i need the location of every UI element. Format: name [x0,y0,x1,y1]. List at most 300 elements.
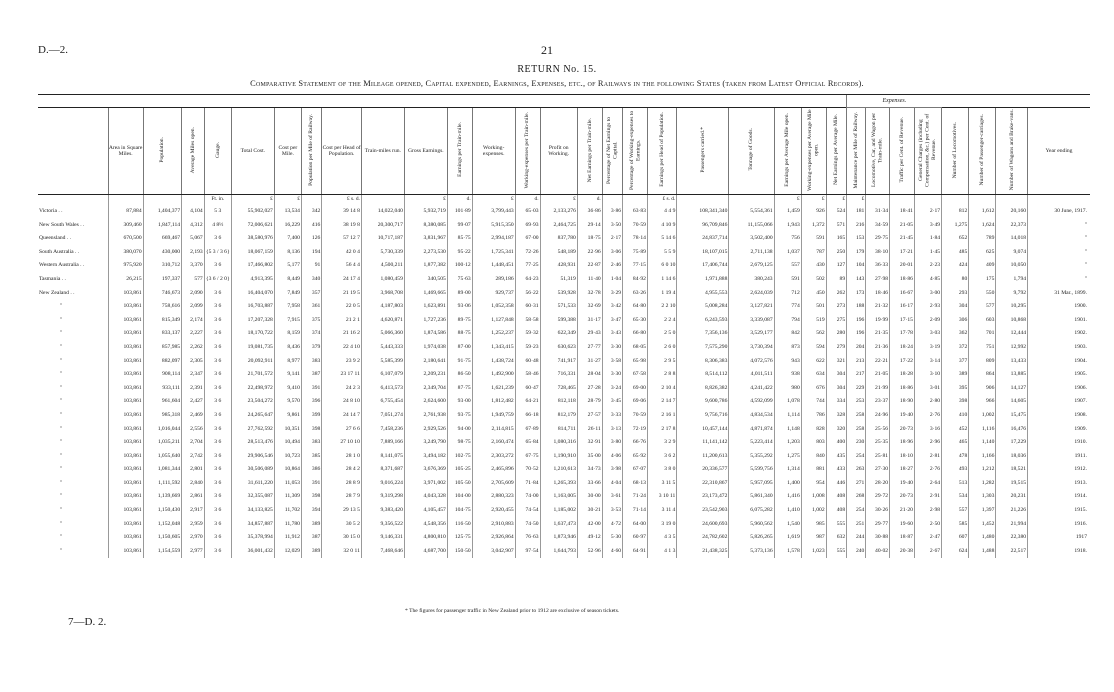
table-cell: 375 [301,314,321,328]
state-name: Tasmania . . [39,275,66,282]
table-row [38,409,1090,423]
table-cell: 577 [182,273,205,287]
table-cell: 7,458,236 [361,423,404,437]
column-header [890,108,915,195]
table-cell: 22·96 [577,246,602,260]
table-cell: 24 14 7 [322,409,362,423]
table-cell: 5·30 [602,531,622,545]
table-cell: 391 [301,382,321,396]
table-cell: 1,619 [774,531,801,545]
table-cell: 29·75 [866,232,890,246]
table-cell: 10,717,187 [361,232,404,246]
table-cell: 103,861 [108,355,143,369]
table-cell: 28 7 9 [322,490,362,504]
table-cell: 908,114 [143,368,181,382]
column-header-label: Area in Square Miles. [108,144,143,157]
table-cell: 9,600,786 [677,395,729,409]
table-cell: 7,468,646 [361,545,404,559]
table-cell: 28 4 2 [322,463,362,477]
table-cell: 21·35 [866,327,890,341]
table-cell: 74·54 [515,504,540,518]
table-cell: 280 [826,327,846,341]
table-cell: 3·49 [914,219,941,233]
table-cell: 19,515 [996,477,1028,491]
table-cell: 328 [826,409,846,423]
table-cell: 669,467 [143,232,181,246]
state-name: " [60,439,63,446]
column-header-label: Average Miles open. [189,126,196,173]
table-cell: 289,186 [472,273,515,287]
table-cell: 357 [301,287,321,301]
table-cell: 1·45 [914,246,941,260]
table-cell: 1918. [1028,545,1090,559]
table-row [38,341,1090,355]
table-body [38,195,1090,559]
table-cell: 1,002 [969,409,996,423]
table-cell: 433 [826,463,846,477]
table-cell: 9,319,298 [361,490,404,504]
table-cell: 103,861 [108,395,143,409]
table-cell: 309,460 [108,219,143,233]
table-cell: 104·75 [447,504,472,518]
table-cell: 103,861 [108,341,143,355]
table-cell: 1,578 [774,545,801,559]
table-cell: 1,111,592 [143,477,181,491]
unit-cell: £ [826,195,846,206]
column-header [322,108,362,195]
state-name: Western Australia . . [39,262,85,269]
table-cell: 275 [826,314,846,328]
table-cell: 3 11 5 [647,477,676,491]
table-cell: 652 [942,232,969,246]
table-cell: 74·00 [515,490,540,504]
table-cell: 27 6 6 [322,423,362,437]
column-header [472,108,515,195]
table-cell: 446 [826,477,846,491]
table-cell: 17·21 [890,246,915,260]
column-header-label: Working-expenses per Average Mile open. [807,108,820,191]
table-cell: 3 11 4 [647,504,676,518]
table-cell: 4,913,395 [231,273,274,287]
table-cell: 24 8 10 [322,395,362,409]
table-cell: 25·56 [866,423,890,437]
table-cell: 84·92 [623,273,648,287]
table-cell: 1,037 [774,246,801,260]
table-cell: 8,826,382 [677,382,729,396]
table-cell: 22,373 [996,219,1028,233]
table-cell: 3·80 [602,436,622,450]
table-cell: 213 [847,355,866,369]
table-cell: 4,011,511 [729,368,774,382]
table-cell: 864 [969,368,996,382]
table-cell: 96,709,846 [677,219,729,233]
table-cell: 4·60 [602,545,622,559]
table-cell: 21 2 1 [322,314,362,328]
table-cell: 21,226 [996,504,1028,518]
table-cell: 80 [942,273,969,287]
table-cell: 23,504,272 [231,395,274,409]
column-header-label: Percentage of Net Earnings to Capital. [605,116,619,184]
table-cell: 2,465,896 [472,463,515,477]
table-cell: 985,318 [143,409,181,423]
table-cell: 3,676,369 [404,463,447,477]
table-cell: 18,521 [996,463,1028,477]
table-cell: 2·76 [914,463,941,477]
table-cell: 304 [942,300,969,314]
table-cell: 63·83 [623,205,648,219]
table-cell: 11,309 [274,490,301,504]
column-header-row [38,108,1090,195]
table-cell: 3·45 [602,395,622,409]
table-cell: 23 9 2 [322,355,362,369]
table-cell: 4,241,422 [729,382,774,396]
table-cell: 478 [942,450,969,464]
table-cell: 1,637,473 [540,518,577,532]
table-cell: 20·73 [890,490,915,504]
table-cell: 14,605 [996,395,1028,409]
unit-cell [890,195,915,206]
column-header [515,108,540,195]
table-cell: 3,831,967 [404,232,447,246]
table-cell: 1911. [1028,450,1090,464]
table-cell: 21·99 [866,382,890,396]
column-header [1028,108,1090,195]
table-cell: 32·91 [577,436,602,450]
table-cell: 196 [847,327,866,341]
table-cell: 1905. [1028,368,1090,382]
table-cell: 1,154,559 [143,545,181,559]
unit-cell [38,195,108,206]
table-cell: 906 [969,382,996,396]
table-cell: 387 [301,368,321,382]
table-cell: 3 6 [204,368,231,382]
table-cell: 2·81 [914,450,941,464]
unit-cell [677,195,729,206]
table-cell: 2,469 [182,409,205,423]
table-cell: 52·96 [577,545,602,559]
table-cell: 65·92 [623,450,648,464]
table-cell: 1908. [1028,409,1090,423]
table-cell: 842 [774,327,801,341]
table-cell: 181 [847,205,866,219]
table-cell: 513 [942,477,969,491]
state-name: " [60,343,63,350]
table-cell: 70·52 [515,463,540,477]
column-header-label: Train-miles run. [364,147,401,154]
table-cell: 1,190,910 [540,450,577,464]
table-cell: 385 [301,450,321,464]
table-cell: 1,877,382 [404,259,447,273]
table-cell: 10,295 [996,300,1028,314]
table-cell: 103,861 [108,463,143,477]
table-cell: 1,080,459 [361,273,404,287]
table-cell: 2·09 [914,314,941,328]
table-cell: 8,141,075 [361,450,404,464]
table-cell: 3 6 [204,504,231,518]
table-cell: 104·00 [447,490,472,504]
state-name: New South Wales . . [39,221,85,228]
table-row [38,450,1090,464]
footer-ref: 7—D. 2. [68,616,107,628]
table-cell: 17,406,744 [677,259,729,273]
column-header [847,108,866,195]
table-cell: 758,616 [143,300,181,314]
table-cell: 1,372 [801,219,826,233]
unit-cell [301,195,321,206]
table-cell: 1,727,236 [404,314,447,328]
state-name: " [60,547,63,554]
table-cell: 394 [301,504,321,518]
unit-cell [182,195,205,206]
table-cell: 4·72 [602,518,622,532]
unit-cell: d. [515,195,540,206]
table-cell: 21,994 [996,518,1028,532]
table-cell: 430,000 [143,246,181,260]
table-cell: 2,090 [182,287,205,301]
table-cell: 8,380,085 [404,219,447,233]
table-cell: 1,971,888 [677,273,729,287]
state-name: " [60,493,63,500]
table-cell: 69·93 [515,219,540,233]
table-cell: 1900. [1028,300,1090,314]
table-cell: 28 8 9 [322,477,362,491]
table-cell: 975,920 [108,259,143,273]
table-row [38,436,1090,450]
table-cell: 3,494,182 [404,450,447,464]
table-cell: 258 [847,423,866,437]
table-cell: 10,723 [274,450,301,464]
table-cell: 603 [969,314,996,328]
table-cell: 12,992 [996,341,1028,355]
table-cell: 5 3 [204,205,231,219]
table-cell: 59·23 [515,341,540,355]
state-name: New Zealand . . [39,289,75,296]
table-cell: 11,053 [274,477,301,491]
table-cell: 1913. [1028,477,1090,491]
table-cell: 1,114 [774,409,801,423]
table-cell: 17,466,802 [231,259,274,273]
column-header [204,108,231,195]
table-cell: 1,438,724 [472,355,515,369]
table-cell: 8,136 [274,246,301,260]
table-cell: 19·60 [890,518,915,532]
table-cell: 408 [826,490,846,504]
table-cell: 9,756,716 [677,409,729,423]
table-cell: 26·11 [577,423,602,437]
table-cell: 34·59 [866,219,890,233]
table-cell: 14,018 [996,232,1028,246]
table-cell: 173 [847,287,866,301]
table-cell: 929,737 [472,287,515,301]
table-cell: 18·46 [866,287,890,301]
table-cell: 76·63 [515,531,540,545]
table-cell: 33·66 [577,477,602,491]
table-cell: 812 [942,205,969,219]
table-cell: 1,275 [942,219,969,233]
table-cell: 165 [826,232,846,246]
table-cell: 3 6 [204,314,231,328]
table-cell: 18·96 [890,436,915,450]
table-cell: 16,229 [274,219,301,233]
unit-cell: £ [774,195,801,206]
table-cell: 2,704 [182,436,205,450]
table-cell: 67·89 [515,423,540,437]
table-cell: 30·21 [577,504,602,518]
table-cell: 304 [826,382,846,396]
unit-cell: £ [274,195,301,206]
table-cell: 194 [301,246,321,260]
state-name: Victoria . . [39,208,63,214]
table-cell: 75·63 [447,273,472,287]
table-cell: 3·16 [914,423,941,437]
table-cell: 24,600,693 [677,518,729,532]
table-cell: 3 6 2 [647,450,676,464]
table-cell: 6,755,454 [361,395,404,409]
table-cell: 9,356,522 [361,518,404,532]
table-cell: 2,349,704 [404,382,447,396]
table-cell: 71·84 [515,477,540,491]
table-cell: 93·06 [447,300,472,314]
table-cell: 72,006,621 [231,219,274,233]
table-cell: 2,180,641 [404,355,447,369]
state-name: Queensland . . [39,235,72,242]
state-name: " [60,398,63,405]
table-cell: 36·86 [577,205,602,219]
column-header [996,108,1028,195]
table-cell: 814,711 [540,423,577,437]
table-cell: 18·86 [890,382,915,396]
table-cell: 3,127,821 [729,300,774,314]
table-cell: 4·85 [914,273,941,287]
table-cell: 4 3 5 [647,531,676,545]
table-cell: 380,070 [108,246,143,260]
table-cell: 27 10 10 [322,436,362,450]
state-name: South Australia . . [39,248,80,255]
table-cell: 2,347 [182,368,205,382]
table-cell: 5,177 [274,259,301,273]
table-cell: 87·00 [447,341,472,355]
table-cell: 21 16 2 [322,327,362,341]
table-cell: 389 [942,368,969,382]
table-cell: 1903. [1028,341,1090,355]
table-cell: 2·17 [602,232,622,246]
table-cell: 22·21 [866,355,890,369]
table-cell: 789 [969,232,996,246]
table-cell: 7,051,274 [361,409,404,423]
table-cell: 9,383,420 [361,504,404,518]
column-header [677,108,729,195]
column-header [143,108,181,195]
table-cell: 1,612 [969,205,996,219]
table-cell: 5,730,339 [361,246,404,260]
table-cell: 5,067 [182,232,205,246]
table-cell: 2,840 [182,477,205,491]
table-cell: 2 5 0 [647,327,676,341]
table-cell: 857,985 [143,341,181,355]
table-cell: 1,303 [969,490,996,504]
table-cell: 966 [969,395,996,409]
table-cell: 2 10 4 [647,382,676,396]
table-cell: 1,078 [774,395,801,409]
table-row [38,368,1090,382]
table-cell: 485 [942,246,969,260]
column-header [826,108,846,195]
table-cell: 12,029 [274,545,301,559]
table-cell: 24,782,602 [677,531,729,545]
table-cell: 7,575,290 [677,341,729,355]
column-header-label: Number of Wagons and Brake-vans. [1008,109,1015,191]
table-cell: 21·05 [890,219,915,233]
table-cell: 3 6 [204,490,231,504]
column-header-label: Tonnage of Goods. [748,128,755,172]
table-cell: 13,534 [274,205,301,219]
table-cell: 4,834,534 [729,409,774,423]
table-cell: 28·20 [866,477,890,491]
table-row [38,518,1090,532]
table-cell: 64·23 [515,273,540,287]
table-cell: 430 [801,259,826,273]
table-cell: 20·01 [890,259,915,273]
table-cell: 27·77 [577,341,602,355]
table-cell: 2,391 [182,382,205,396]
table-cell: " [1028,246,1090,260]
table-cell: 624 [942,545,969,559]
table-cell: 1,148 [774,423,801,437]
table-cell: 18·86 [890,273,915,287]
table-cell: 2,679,125 [729,259,774,273]
table-cell: 882,097 [143,355,181,369]
table-cell: 251 [847,518,866,532]
table-cell: 3 6 [204,477,231,491]
table-cell: 9,410 [274,382,301,396]
column-header [540,108,577,195]
table-cell: 1,080,316 [540,436,577,450]
table-cell: 933,111 [143,382,181,396]
table-cell: 591 [774,273,801,287]
table-cell: 3·24 [602,382,622,396]
table-cell: 3,971,002 [404,477,447,491]
table-cell: 622 [801,355,826,369]
table-row [38,382,1090,396]
table-cell: 410 [942,409,969,423]
table-cell: 25·81 [866,450,890,464]
table-cell: 787 [801,246,826,260]
table-cell: 1907. [1028,395,1090,409]
table-cell: 22·87 [577,259,602,273]
table-cell: 4,548,356 [404,518,447,532]
table-cell: 22,380 [996,531,1028,545]
table-cell: 1912. [1028,463,1090,477]
table-cell: 25·35 [866,436,890,450]
table-cell: 1,624 [969,219,996,233]
table-cell: 340,505 [404,273,447,287]
table-cell: 577 [969,300,996,314]
table-cell: 10,457,144 [677,423,729,437]
table-cell: 809 [969,355,996,369]
unit-cell [623,195,648,206]
column-header-label: Population per Mile of Railway. [308,113,315,186]
column-header [274,108,301,195]
table-cell: 66·80 [623,327,648,341]
table-cell: 3 6 [204,300,231,314]
table-cell: 13,433 [996,355,1028,369]
table-cell: 1,400 [774,477,801,491]
table-cell: 701 [969,327,996,341]
table-row [38,205,1090,219]
column-header-label: Total Cost. [240,147,266,154]
column-header-label: Working-expenses per Train-mile. [524,111,531,189]
table-cell: 2 17 8 [647,423,676,437]
